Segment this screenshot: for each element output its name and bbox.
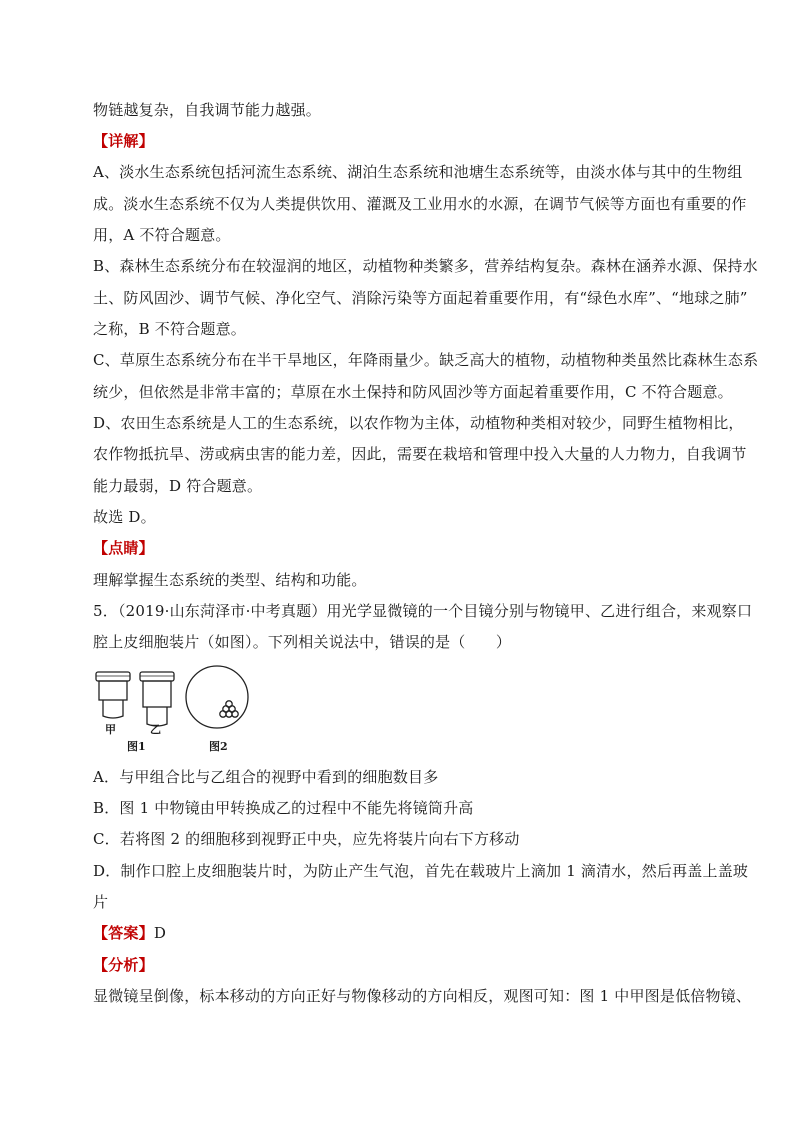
option-c: C．若将图 2 的细胞移到视野正中央，应先将装片向右下方移动 [93,830,520,848]
text-line: 物链越复杂，自我调节能力越强。 [93,101,322,119]
question-stem: 5．（2019·山东菏泽市·中考真题）用光学显微镜的一个目镜分别与物镜甲、乙进行组合，来观察口 [93,602,753,620]
text-line: 之称，B 不符合题意。 [93,320,246,338]
text-line: 用，A 不符合题意。 [93,226,231,244]
label-jia: 甲 [105,723,116,736]
text-line: 显微镜呈倒像，标本移动的方向正好与物像移动的方向相反，观图可知：图 1 中甲图是低倍物镜、 [93,987,752,1005]
option-d-cont: 片 [93,893,109,911]
text-line: 土、防风固沙、调节气候、净化空气、消除污染等方面起着重要作用，有“绿色水库”、“地球之肺” [93,289,748,307]
answer-line [93,923,705,943]
text-line: 理解掌握生态系统的类型、结构和功能。 [93,571,367,589]
text-line: 能力最弱，D 符合题意。 [93,477,263,495]
section-tag-answer: 【答案】 [93,924,154,942]
option-b: B．图 1 中物镜由甲转换成乙的过程中不能先将镜筒升高 [93,799,474,817]
section-tag-analysis: 【分析】 [93,956,154,974]
objective-lens-yi-icon [140,672,174,726]
section-tag-comment: 【点睛】 [93,539,154,557]
text-line: A、淡水生态系统包括河流生态系统、湖泊生态系统和池塘生态系统等，由淡水体与其中的生物组 [93,163,743,181]
question-stem: 腔上皮细胞装片（如图）。下列相关说法中，错误的是（ ） [93,633,512,651]
option-d: D．制作口腔上皮细胞装片时，为防止产生气泡，首先在载玻片上滴加 1 滴清水，然后再盖上盖玻 [93,862,749,880]
label-yi: 乙 [150,723,161,736]
text-line: C、草原生态系统分布在半干旱地区，年降雨量少。缺乏高大的植物，动植物种类虽然比森林生态系 [93,351,759,369]
caption-figure2: 图2 [209,740,228,753]
field-of-view-icon [186,666,248,728]
objective-lens-jia-icon [96,672,130,718]
microscope-figure [93,664,263,756]
text-line: D、农田生态系统是人工的生态系统，以农作物为主体，动植物种类相对较少，同野生植物相比， [93,414,744,432]
option-a: A．与甲组合比与乙组合的视野中看到的细胞数目多 [93,768,439,786]
text-line: 农作物抵抗旱、涝或病虫害的能力差，因此，需要在栽培和管理中投入大量的人力物力，自我调节 [93,445,747,463]
figure-drawing [93,664,263,756]
answer-value: D [153,924,167,942]
section-tag-detail: 【详解】 [93,132,154,150]
caption-figure1: 图1 [127,740,146,753]
text-line: 成。淡水生态系统不仅为人类提供饮用、灌溉及工业用水的水源，在调节气候等方面也有重要的作 [93,195,747,213]
text-line: B、森林生态系统分布在较湿润的地区，动植物种类繁多，营养结构复杂。森林在涵养水源、保持水 [93,257,758,275]
text-line: 故选 D。 [93,508,156,526]
text-line: 统少，但依然是非常丰富的；草原在水土保持和防风固沙等方面起着重要作用，C 不符合题意。 [93,383,733,401]
